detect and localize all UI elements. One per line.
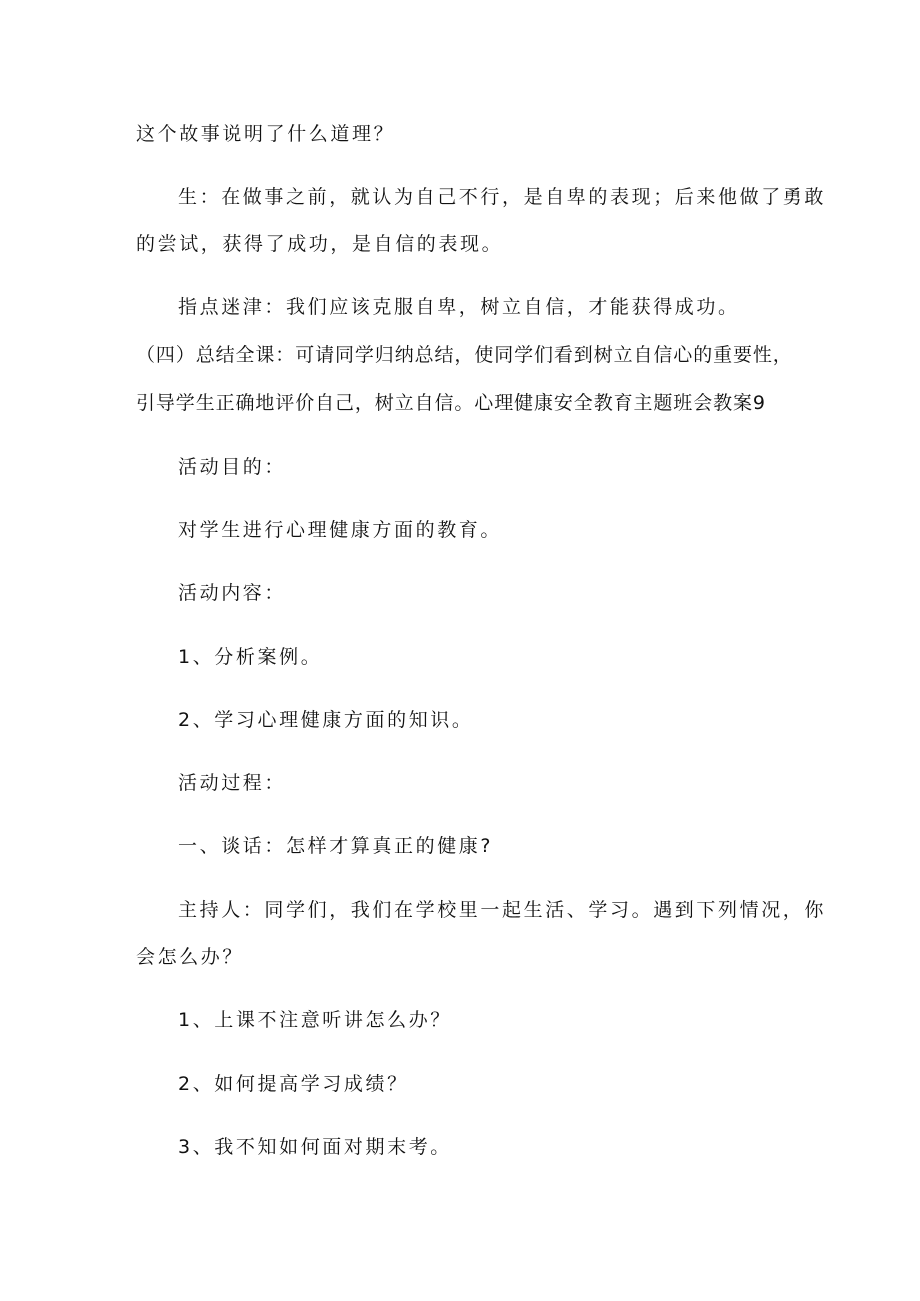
paragraph-summary-line2: 引导学生正确地评价自己，树立自信。心理健康安全教育主题班会教案9 xyxy=(136,392,766,414)
list-item-content-1: 1、分析案例。 xyxy=(178,646,323,668)
list-item-content-2: 2、学习心理健康方面的知识。 xyxy=(178,709,474,731)
paragraph-student-answer-line1: 生：在做事之前，就认为自己不行，是自卑的表现；后来他做了勇敢 xyxy=(178,186,827,208)
heading-section-one: 一、谈话：怎样才算真正的健康? xyxy=(178,835,494,857)
heading-activity-content: 活动内容： xyxy=(178,582,287,604)
paragraph-student-answer-line2: 的尝试，获得了成功，是自信的表现。 xyxy=(136,233,504,255)
heading-activity-process: 活动过程： xyxy=(178,772,287,794)
paragraph-host-line2: 会怎么办？ xyxy=(136,946,245,968)
paragraph-question: 这个故事说明了什么道理？ xyxy=(136,123,396,145)
paragraph-host-line1: 主持人：同学们，我们在学校里一起生活、学习。遇到下列情况，你 xyxy=(178,899,827,921)
list-item-question-3: 3、我不知如何面对期末考。 xyxy=(178,1136,452,1158)
heading-activity-goal: 活动目的： xyxy=(178,456,287,478)
paragraph-activity-goal: 对学生进行心理健康方面的教育。 xyxy=(178,519,503,541)
list-item-question-2: 2、如何提高学习成绩？ xyxy=(178,1073,409,1095)
list-item-question-1: 1、上课不注意听讲怎么办？ xyxy=(178,1009,452,1031)
paragraph-summary-line1: （四）总结全课：可请同学归纳总结，使同学们看到树立自信心的重要性， xyxy=(136,344,793,366)
paragraph-guidance: 指点迷津：我们应该克服自卑，树立自信，才能获得成功。 xyxy=(178,296,740,318)
